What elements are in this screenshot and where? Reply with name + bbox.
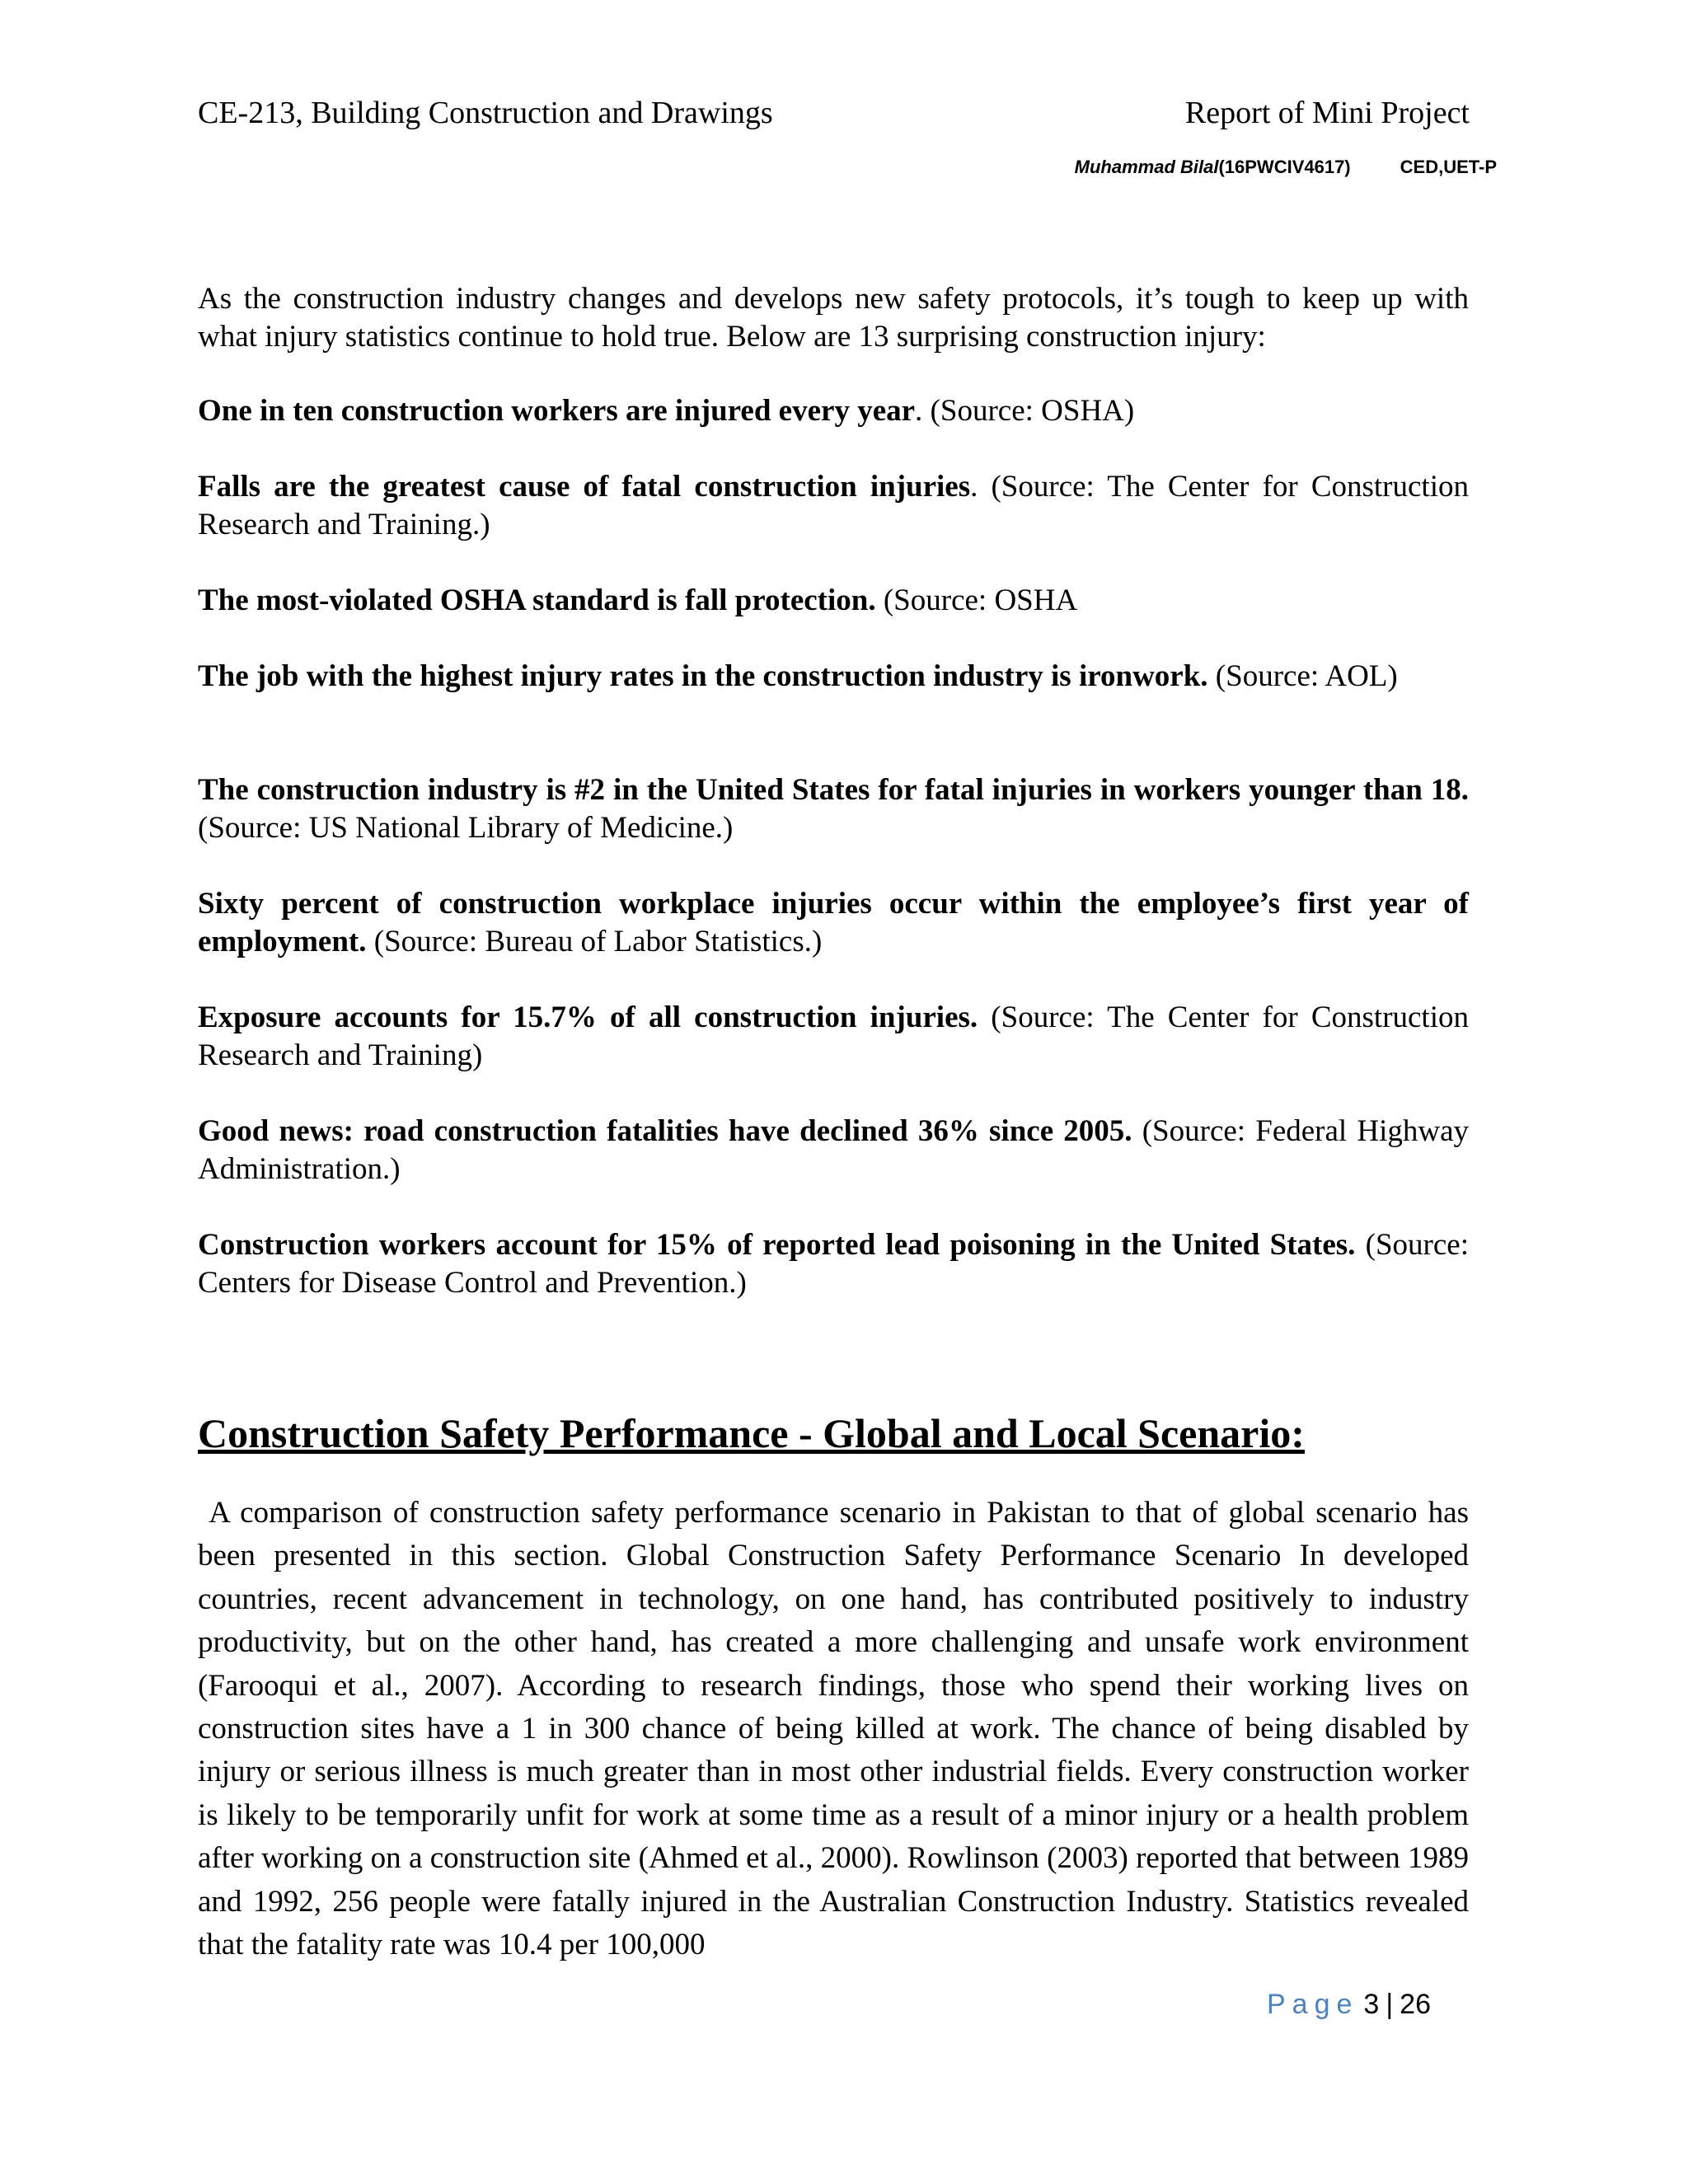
section-body-paragraph: A comparison of construction safety performance scenario in Pakistan to that of global scenario has been presented in this section. Global Construction Safety Performance Scenario In developed countries, recent advancement in technology, on one hand, has contributed positively to industry productivity, but on the other hand, has created a more challenging and unsafe work environment (Farooqui et al., 2007). According to research findings, those who spend their working lives on construction sites have a 1 in 300 chance of being killed at work. The chance of being disabled by injury or serious illness is much greater than in most other industrial fields. Every construction worker is likely to be temporarily unfit for work at some time as a result of a minor injury or a health problem after working on a construction site (Ahmed et al., 2000). Rowlinson (2003) reported that between 1989 and 1992, 256 people were fatally injured in the Australian Construction Industry. Statistics revealed that the fatality rate was 10.4 per 100,000 — [198, 1496, 1477, 1962]
fact-statement: The job with the highest injury rates in the construction industry is ironwork. — [198, 659, 1208, 693]
fact-item — [198, 1113, 1469, 1188]
section-heading: Construction Safety Performance - Global and Local Scenario: — [198, 1410, 1305, 1456]
author-line — [1075, 157, 1497, 178]
fact-source: (Source: Centers for Disease Control and Prevention.) — [198, 1228, 1469, 1300]
fact-item — [198, 885, 1469, 961]
author-department: CED,UET-P — [1400, 157, 1497, 177]
fact-statement: One in ten construction workers are injured every year — [198, 394, 916, 428]
page-number: 3 — [1363, 1989, 1380, 2020]
fact-source: (Source: Bureau of Labor Statistics.) — [366, 925, 823, 958]
intro-paragraph: As the construction industry changes and develops new safety protocols, it’s tough to keep up with what injury statistics continue to hold true. Below are 13 surprising construction injury: — [198, 282, 1469, 354]
fact-statement: Good news: road construction fatalities have declined 36% since 2005. — [198, 1114, 1132, 1148]
fact-source: (Source: AOL) — [1207, 659, 1398, 693]
header-course-title: CE-213, Building Construction and Drawings — [198, 96, 773, 130]
header-report-title: Report of Mini Project — [1184, 96, 1470, 130]
page-total: 26 — [1400, 1989, 1431, 2020]
page-separator: | — [1386, 1989, 1394, 2020]
fact-item — [198, 582, 1469, 620]
page-footer — [1267, 1989, 1431, 2021]
fact-item — [198, 771, 1469, 847]
fact-source: (Source: The Center for Construction Research and Training) — [198, 1001, 1469, 1072]
fact-item — [198, 658, 1469, 696]
fact-source: (Source: US National Library of Medicine.) — [198, 811, 734, 845]
author-name: Muhammad Bilal — [1074, 157, 1219, 177]
fact-statement: The construction industry is #2 in the United States for fatal injuries in workers younger than 18. — [198, 773, 1469, 807]
fact-statement: Construction workers account for 15% of reported lead poisoning in the United States. — [198, 1228, 1356, 1262]
fact-source: . (Source: The Center for Construction Research and Training.) — [198, 470, 1469, 541]
fact-item — [198, 468, 1469, 544]
fact-item — [198, 392, 1469, 430]
fact-statement: Exposure accounts for 15.7% of all construction injuries. — [198, 1001, 978, 1034]
fact-statement: Sixty percent of construction workplace injuries occur within the employee’s first year of employment. — [198, 887, 1469, 958]
fact-source: (Source: Federal Highway Administration.) — [198, 1114, 1469, 1186]
fact-item — [198, 999, 1469, 1075]
fact-source: (Source: OSHA — [875, 583, 1078, 617]
fact-statement: Falls are the greatest cause of fatal construction injuries — [198, 470, 971, 504]
author-id: (16PWCIV4617) — [1218, 157, 1351, 177]
fact-item — [198, 1226, 1469, 1302]
fact-source: . (Source: OSHA) — [915, 394, 1135, 428]
fact-statement: The most-violated OSHA standard is fall protection. — [198, 583, 876, 617]
page-label: Page — [1267, 1989, 1359, 2020]
